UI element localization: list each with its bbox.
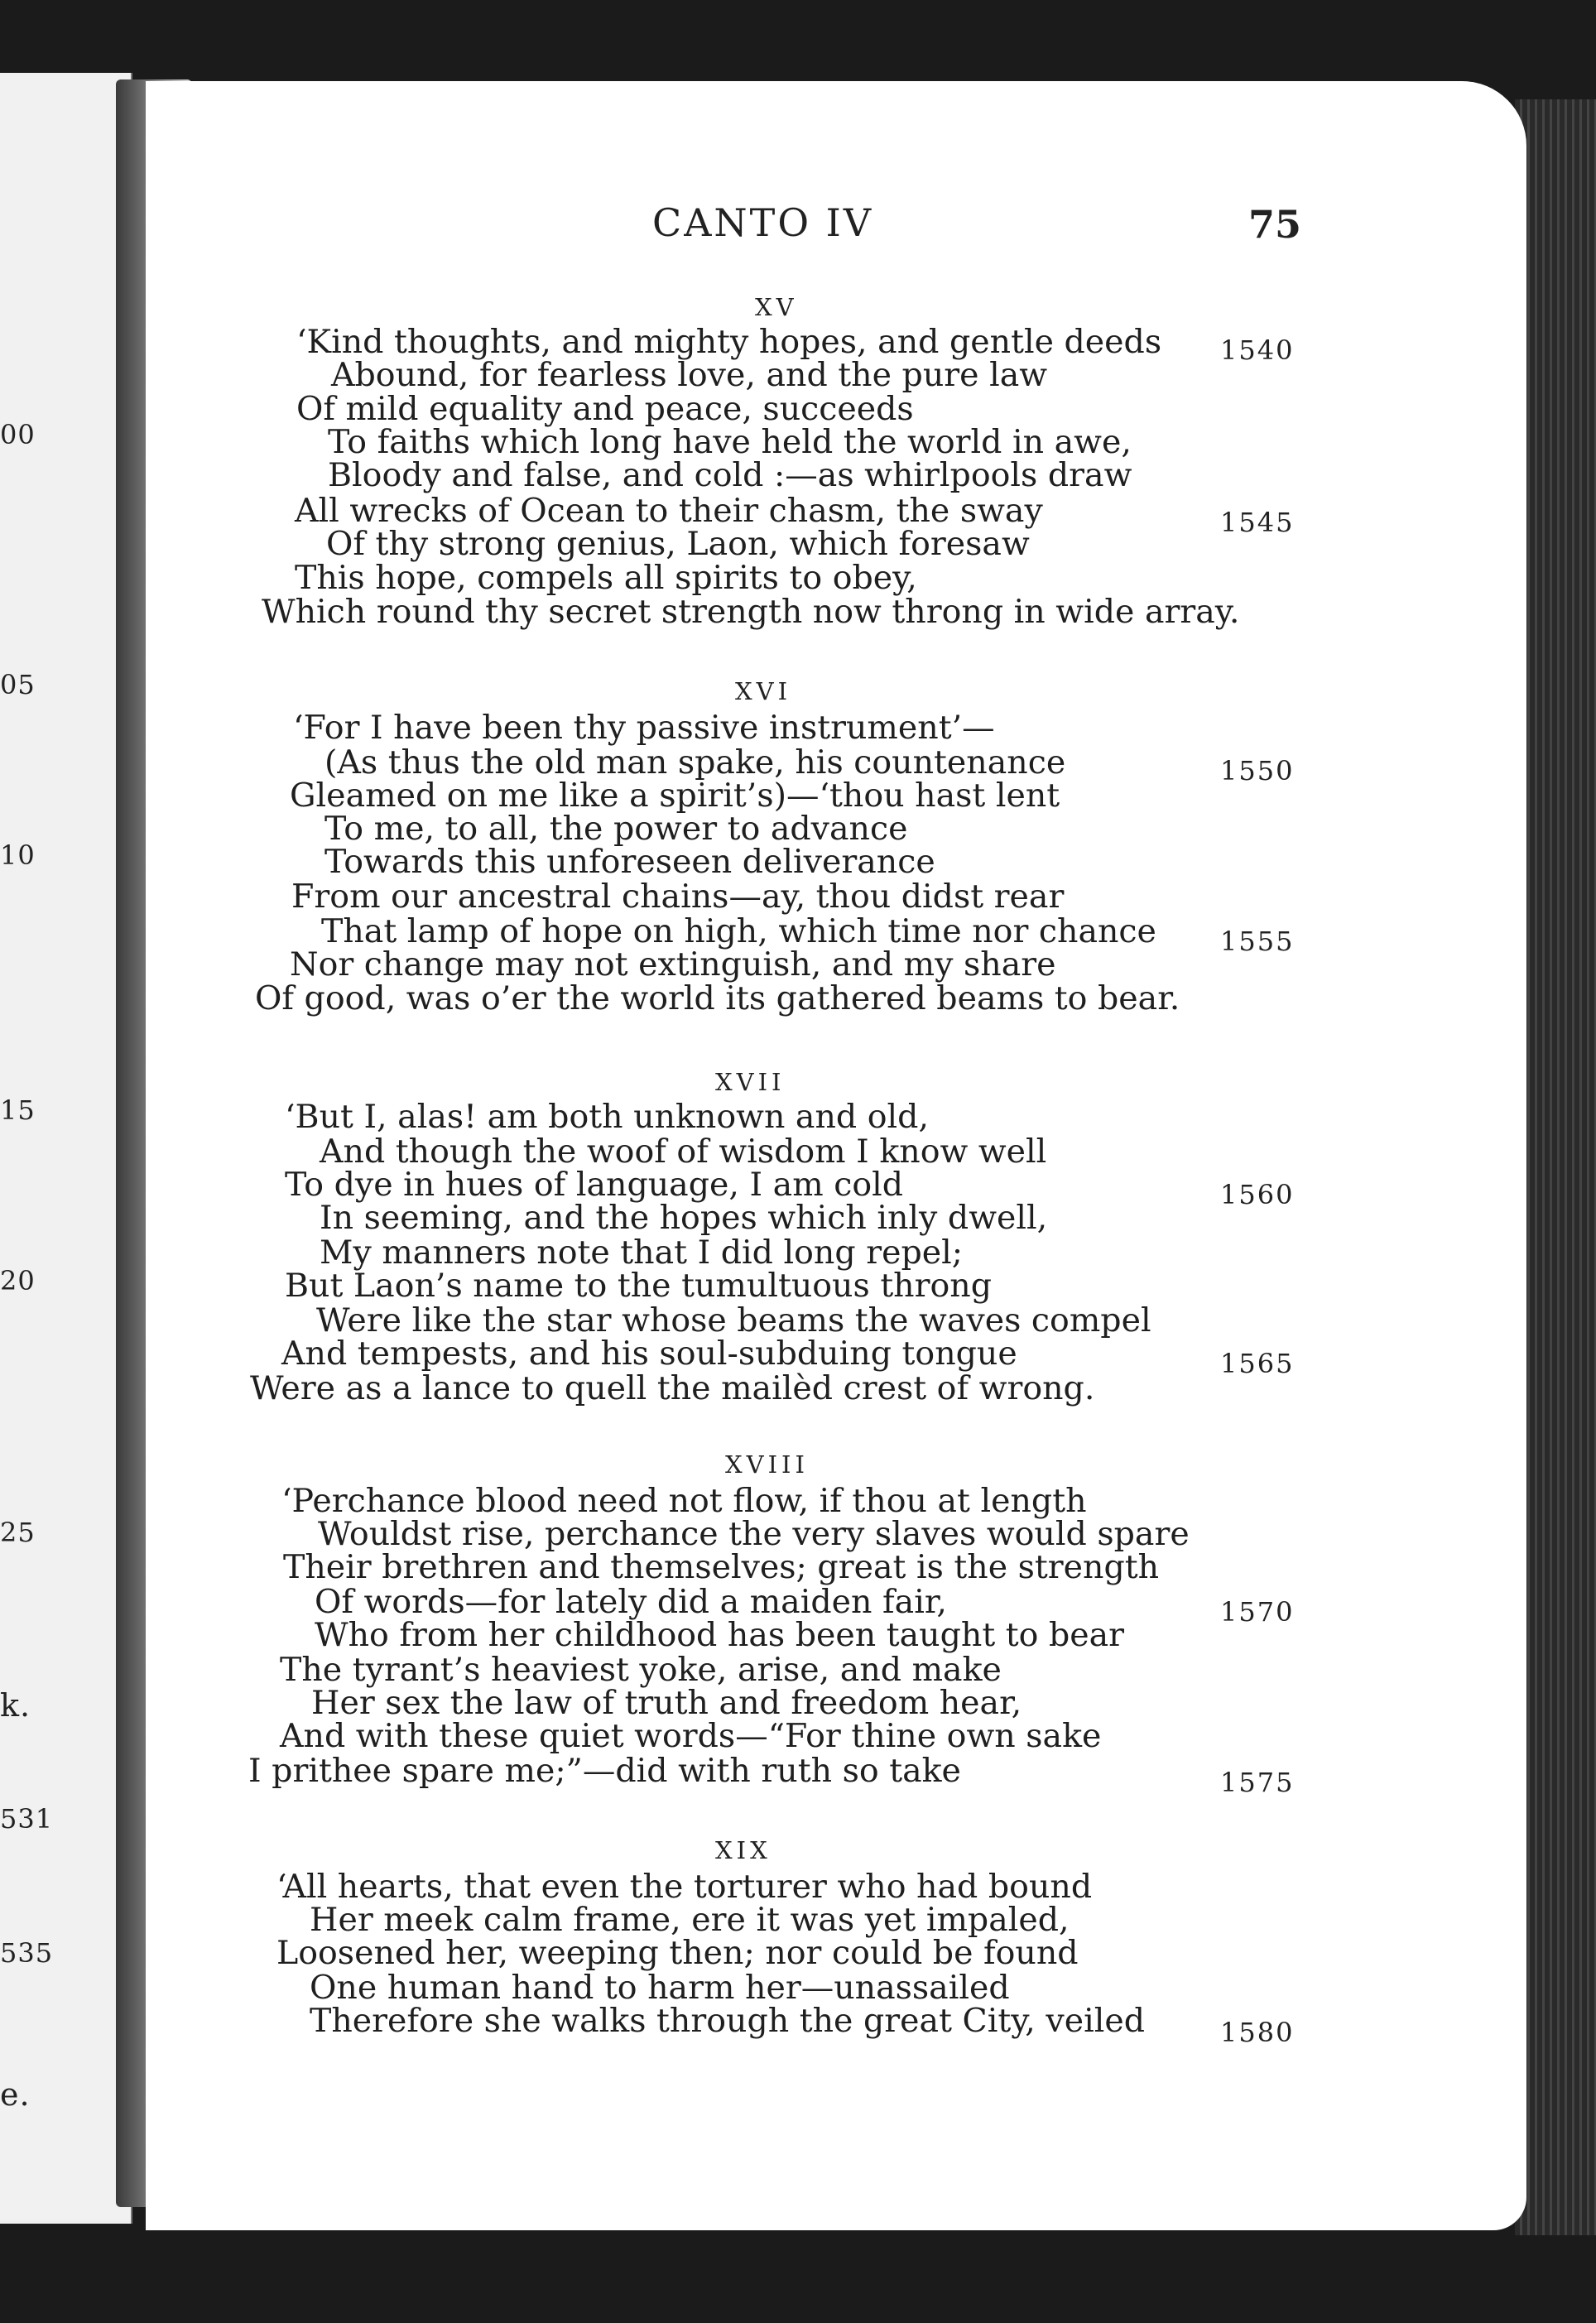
line-number: 1550 xyxy=(1220,755,1295,786)
line-number: 1570 xyxy=(1220,1596,1295,1628)
verse-line: All wrecks of Ocean to their chasm, the sway xyxy=(295,492,1043,530)
line-number: 1560 xyxy=(1220,1179,1295,1210)
verse-line: In seeming, and the hopes which inly dwell, xyxy=(320,1199,1048,1237)
line-number: 1575 xyxy=(1220,1767,1295,1798)
verse-line: One human hand to harm her—unassailed xyxy=(310,1969,1010,2007)
verse-line: Of words—for lately did a maiden fair, xyxy=(315,1583,947,1621)
left-margin-number: 535 xyxy=(0,1937,54,1969)
stanza-number: XV xyxy=(755,293,798,321)
verse-line: ‘Kind thoughts, and mighty hopes, and gentle deeds xyxy=(296,323,1162,361)
verse-line: This hope, compels all spirits to obey, xyxy=(295,559,917,597)
verse-line: And with these quiet words—“For thine own sake xyxy=(280,1717,1102,1755)
verse-line: Who from her childhood has been taught to bear xyxy=(315,1616,1125,1654)
verse-line: From our ancestral chains—ay, thou didst rear xyxy=(291,878,1065,916)
verse-line: (As thus the old man spake, his countenance xyxy=(324,743,1066,782)
page-number: 75 xyxy=(1248,202,1302,247)
verse-line: But Laon’s name to the tumultuous throng xyxy=(285,1267,993,1305)
verse-line: The tyrant’s heaviest yoke, arise, and make xyxy=(280,1651,1002,1689)
verse-line: Bloody and false, and cold :—as whirlpools draw xyxy=(328,456,1132,494)
verse-line: ‘But I, alas! am both unknown and old, xyxy=(285,1098,930,1136)
left-margin-number: 531 xyxy=(0,1803,54,1835)
verse-line: Their brethren and themselves; great is the strength xyxy=(283,1548,1160,1586)
verse-line: Nor change may not extinguish, and my share xyxy=(290,945,1056,984)
stanza-number: XIX xyxy=(715,1836,772,1864)
verse-line: That lamp of hope on high, which time nor chance xyxy=(321,912,1156,950)
verse-line: Of thy strong genius, Laon, which foresaw xyxy=(326,525,1030,563)
verse-line: Were like the star whose beams the waves compel xyxy=(316,1301,1151,1339)
verse-line: Therefore she walks through the great City, veiled xyxy=(310,2002,1146,2040)
verse-line: Her sex the law of truth and freedom hear, xyxy=(311,1684,1022,1722)
left-page-edge xyxy=(0,73,132,2224)
verse-line: Gleamed on me like a spirit’s)—‘thou hast lent xyxy=(290,777,1060,815)
left-margin-number: 10 xyxy=(0,839,36,871)
left-margin-text: e. xyxy=(0,2076,31,2113)
verse-line: To faiths which long have held the world in awe, xyxy=(328,423,1132,461)
verse-line: Loosened her, weeping then; nor could be found xyxy=(276,1934,1079,1972)
verse-line: ‘For I have been thy passive instrument’— xyxy=(293,709,995,747)
verse-line: Towards this unforeseen deliverance xyxy=(324,843,935,881)
line-number: 1540 xyxy=(1220,334,1295,366)
left-margin-number: 15 xyxy=(0,1094,36,1126)
verse-line: ‘All hearts, that even the torturer who had bound xyxy=(276,1868,1093,1906)
stanza-number: XVI xyxy=(735,677,792,705)
verse-line: My manners note that I did long repel; xyxy=(320,1234,964,1272)
verse-line: And tempests, and his soul-subduing tongue xyxy=(281,1335,1017,1373)
verse-line: Of mild equality and peace, succeeds xyxy=(296,390,914,428)
verse-line: Abound, for fearless love, and the pure law xyxy=(331,356,1048,394)
left-margin-text: k. xyxy=(0,1687,31,1724)
stanza-number: XVIII xyxy=(725,1450,809,1479)
verse-line: Which round thy secret strength now throng in wide array. xyxy=(262,593,1240,631)
running-header-title: CANTO IV xyxy=(652,200,874,245)
verse-line: To me, to all, the power to advance xyxy=(324,810,908,848)
line-number: 1555 xyxy=(1220,926,1295,957)
stanza-number: XVII xyxy=(715,1068,786,1096)
page-stack-edge xyxy=(1515,99,1596,2235)
verse-line: ‘Perchance blood need not flow, if thou at length xyxy=(281,1482,1087,1520)
left-margin-number: 20 xyxy=(0,1265,36,1296)
line-number: 1580 xyxy=(1220,2017,1295,2048)
line-number: 1545 xyxy=(1220,507,1295,538)
verse-line: Her meek calm frame, ere it was yet impaled, xyxy=(310,1901,1070,1939)
verse-line: To dye in hues of language, I am cold xyxy=(285,1166,904,1204)
verse-line: Of good, was o’er the world its gathered beams to bear. xyxy=(255,979,1180,1017)
line-number: 1565 xyxy=(1220,1348,1295,1379)
left-margin-number: 25 xyxy=(0,1517,36,1548)
verse-line: Wouldst rise, perchance the very slaves would spare xyxy=(318,1515,1190,1553)
verse-line: And though the woof of wisdom I know well xyxy=(320,1133,1047,1171)
verse-line: I prithee spare me;”—did with ruth so take xyxy=(248,1752,961,1790)
left-margin-number: 00 xyxy=(0,419,36,450)
left-margin-number: 05 xyxy=(0,669,36,700)
verse-line: Were as a lance to quell the mailèd crest of wrong. xyxy=(250,1369,1095,1407)
